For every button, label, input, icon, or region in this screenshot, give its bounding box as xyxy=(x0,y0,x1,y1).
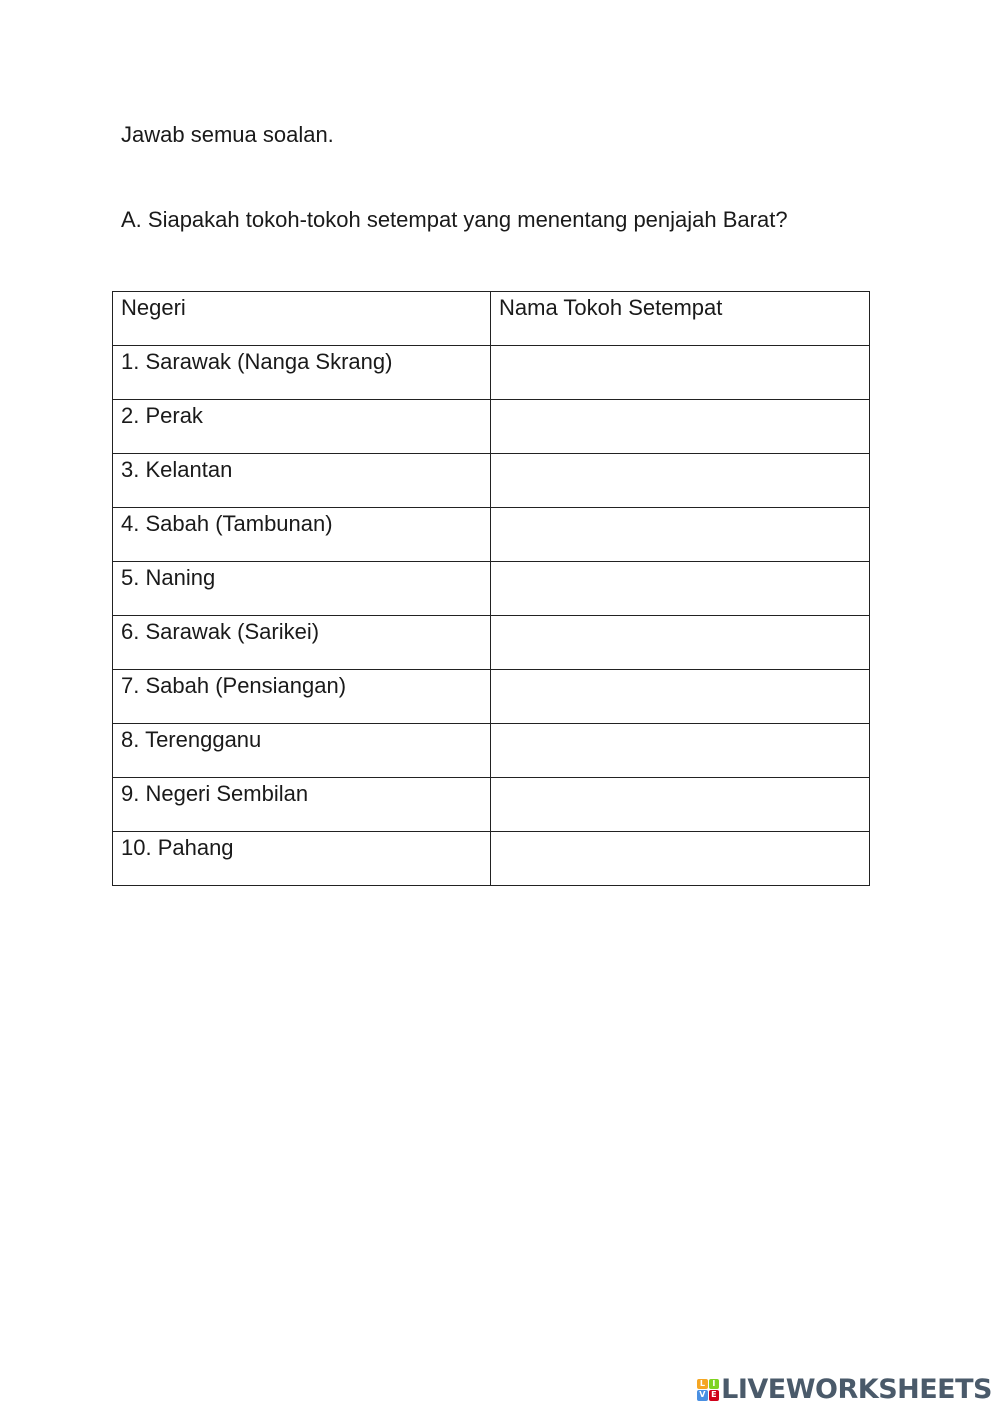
table-row xyxy=(113,616,870,670)
state-cell: 5. Naning xyxy=(113,562,491,616)
table-row xyxy=(113,562,870,616)
logo-letter-v: V xyxy=(697,1390,708,1401)
state-cell: 8. Terengganu xyxy=(113,724,491,778)
answer-cell[interactable] xyxy=(491,562,870,616)
state-cell: 2. Perak xyxy=(113,400,491,454)
table-row xyxy=(113,454,870,508)
liveworksheets-brand xyxy=(697,1374,992,1405)
answer-cell[interactable] xyxy=(491,778,870,832)
answer-cell[interactable] xyxy=(491,832,870,886)
table-header-row xyxy=(113,292,870,346)
state-cell: 6. Sarawak (Sarikei) xyxy=(113,616,491,670)
logo-letter-l: L xyxy=(697,1379,708,1390)
header-nama-tokoh: Nama Tokoh Setempat xyxy=(491,292,870,346)
table-row xyxy=(113,508,870,562)
state-cell: 3. Kelantan xyxy=(113,454,491,508)
answer-cell[interactable] xyxy=(491,346,870,400)
table-row xyxy=(113,670,870,724)
state-cell: 7. Sabah (Pensiangan) xyxy=(113,670,491,724)
question-text: A. Siapakah tokoh-tokoh setempat yang menentang penjajah Barat? xyxy=(121,207,788,232)
state-cell: 9. Negeri Sembilan xyxy=(113,778,491,832)
logo-letter-i: I xyxy=(709,1379,720,1390)
answer-table xyxy=(112,291,870,886)
state-cell: 1. Sarawak (Nanga Skrang) xyxy=(113,346,491,400)
answer-cell[interactable] xyxy=(491,724,870,778)
table-row xyxy=(113,346,870,400)
table-row xyxy=(113,400,870,454)
state-cell: 10. Pahang xyxy=(113,832,491,886)
answer-cell[interactable] xyxy=(491,454,870,508)
brand-name: LIVEWORKSHEETS xyxy=(721,1374,992,1405)
table-row xyxy=(113,724,870,778)
logo-letter-e: E xyxy=(709,1390,720,1401)
liveworksheets-logo-icon xyxy=(697,1379,719,1401)
answer-cell[interactable] xyxy=(491,616,870,670)
state-cell: 4. Sabah (Tambunan) xyxy=(113,508,491,562)
instruction-text: Jawab semua soalan. xyxy=(121,122,334,147)
table-row xyxy=(113,778,870,832)
answer-cell[interactable] xyxy=(491,508,870,562)
header-negeri: Negeri xyxy=(113,292,491,346)
answer-cell[interactable] xyxy=(491,400,870,454)
answer-cell[interactable] xyxy=(491,670,870,724)
table-row xyxy=(113,832,870,886)
